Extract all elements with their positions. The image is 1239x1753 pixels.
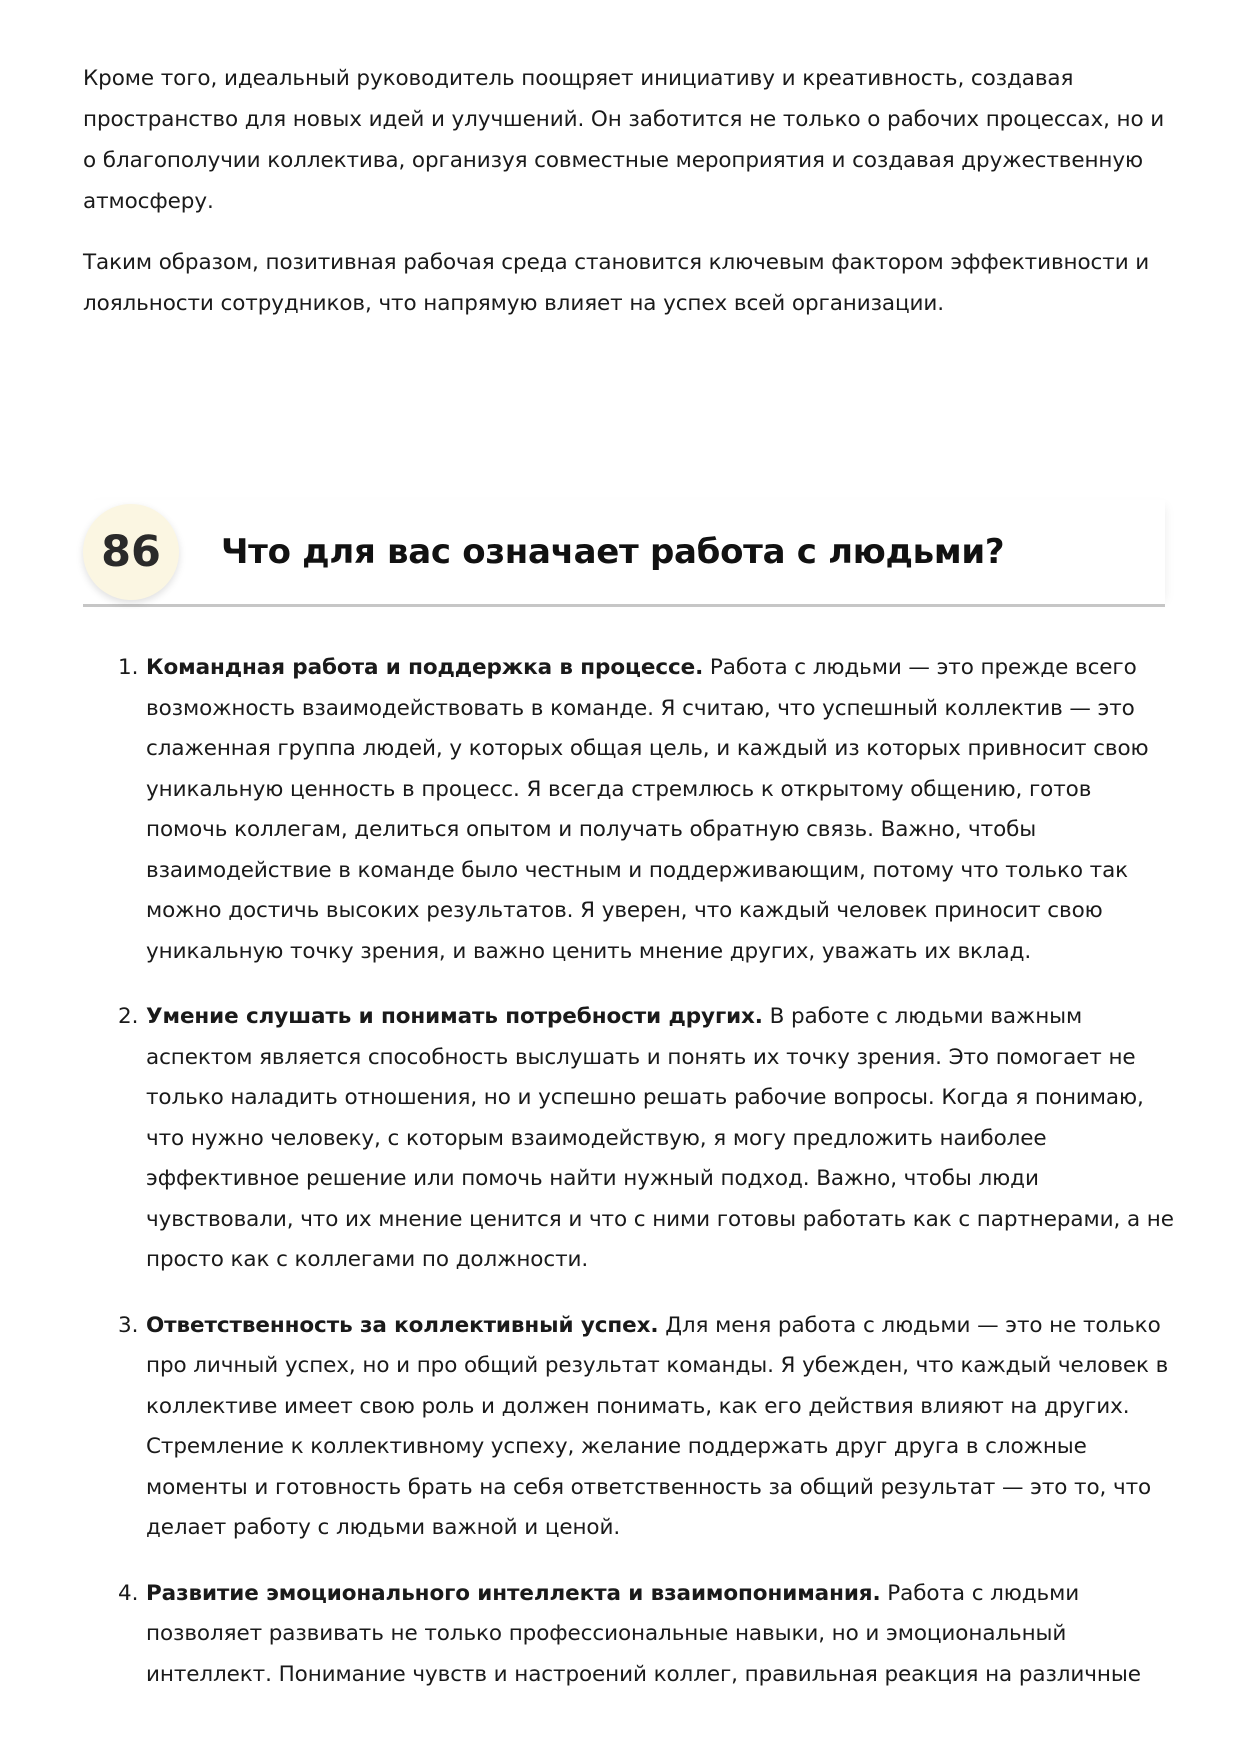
section-header [83, 500, 1165, 607]
list-item-number: 2. [118, 1004, 139, 1029]
list-item-number: 4. [118, 1580, 139, 1606]
list-item-number: 3. [118, 1312, 139, 1338]
list-item [118, 648, 1176, 972]
list-item [118, 1306, 1176, 1549]
list-item-title: Развитие эмоционального интеллекта и взаимопонимания. [146, 1580, 881, 1606]
section-title: Что для вас означает работа с людьми? [221, 532, 1005, 572]
intro-paragraph: Таким образом, позитивная рабочая среда становится ключевым фактором эффективности и лояльности сотрудников, что напрямую влияет на успех всей организации. [83, 250, 1150, 316]
list-item-text: В работе с людьми важным аспектом является способность выслушать и понять их точку зрения. Это помогает не только наладить отношения, но и успешно решать рабочие вопросы. Когда я понимаю, что нужно человеку, с которым взаимодействую, я могу предложить наиболее эффективное решение или помочь найти нужный подход. Важно, чтобы люди чувствовали, что их мнение ценится и что с ними готовы работать как с партнерами, а не просто как с коллегами по должности. [146, 1004, 1174, 1272]
question-number-badge: 86 [83, 504, 179, 600]
list-item-title: Командная работа и поддержка в процессе. [146, 655, 704, 680]
list-item-title: Ответственность за коллективный успех. [146, 1312, 659, 1338]
list-item [118, 997, 1176, 1281]
list-item [118, 1574, 1176, 1696]
list-item-text: Работа с людьми — это прежде всего возможность взаимодействовать в команде. Я считаю, что успешный коллектив — это слаженная группа людей, у которых общая цель, и каждый из которых привносит свою уникальную ценность в процесс. Я всегда стремлюсь к открытому общению, готов помочь коллегам, делиться опытом и получать обратную связь. Важно, чтобы взаимодействие в команде было честным и поддерживающим, потому что только так можно достичь высоких результатов. Я уверен, что каждый человек приносит свою уникальную точку зрения, и важно ценить мнение других, уважать их вклад. [146, 655, 1149, 964]
intro-paragraph: Кроме того, идеальный руководитель поощряет инициативу и креативность, создавая пространство для новых идей и улучшений. Он заботится не только о рабочих процессах, но и о благополучии коллектива, организуя совместные мероприятия и создавая дружественную атмосферу. [83, 66, 1165, 214]
list-item-number: 1. [118, 655, 139, 680]
list-item-text: Работа с людьми позволяет развивать не только профессиональные навыки, но и эмоциональный интеллект. Понимание чувств и настроений коллег, правильная реакция на различные [146, 1580, 1141, 1687]
answer-list [118, 648, 1176, 1720]
intro-text [83, 58, 1173, 344]
list-item-title: Умение слушать и понимать потребности других. [146, 1004, 763, 1029]
list-item-text: Для меня работа с людьми — это не только про личный успех, но и про общий результат команды. Я убежден, что каждый человек в коллективе имеет свою роль и должен понимать, как его действия влияют на других. Стремление к коллективному успеху, желание поддержать друг друга в сложные моменты и готовность брать на себя ответственность за общий результат — это то, что делает работу с людьми важной и ценой. [146, 1312, 1169, 1540]
